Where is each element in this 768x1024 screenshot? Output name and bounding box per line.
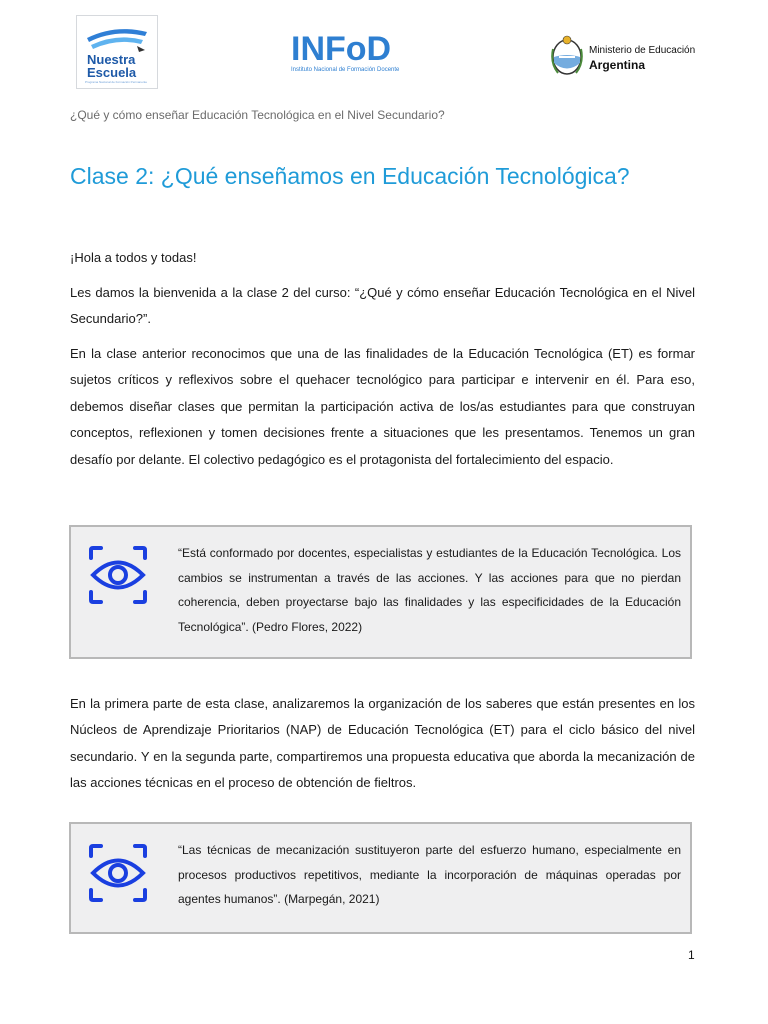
- page-number: 1: [688, 948, 695, 962]
- class-title: Clase 2: ¿Qué enseñamos en Educación Tecnológica?: [70, 163, 630, 189]
- greeting: ¡Hola a todos y todas!: [70, 250, 197, 265]
- infod-subtitle: Instituto Nacional de Formación Docente: [291, 67, 400, 73]
- second-paragraph: En la primera parte de esta clase, analizaremos la organización de los saberes que están presentes en los Núcleos de Aprendizaje Prioritarios (NAP) de Educación Tecnológica (ET) para el ciclo básico del nivel secundario. Y en la segunda parte, compartiremos una propuesta educativa que aborda la mecanización de las acciones técnicas en el proceso de obtención de fieltros.: [70, 696, 695, 791]
- nuestra-escuela-line2: Escuela: [87, 65, 137, 80]
- intro-paragraph: En la clase anterior reconocimos que una de las finalidades de la Educación Tecnológica (ET) es formar sujetos críticos y reflexivos sobre el quehacer tecnológico para participar e intervenir en él. Para eso, debemos diseñar clases que permitan la participación activa de los/as estudiantes para que construyan conceptos, reflexionen y tomen decisiones frente a situaciones que les presentamos. Tenemos un gran desafío por delante. El colectivo pedagógico es el protagonista del fortalecimiento del espacio.: [70, 346, 695, 467]
- welcome-paragraph: Les damos la bienvenida a la clase 2 del curso: “¿Qué y cómo enseñar Educación Tecnológica en el Nivel Secundario?”.: [70, 285, 695, 327]
- eye-icon: [87, 842, 149, 904]
- quote-text-2: “Las técnicas de mecanización sustituyeron parte del esfuerzo humano, especialmente en procesos productivos repetitivos, mediante la incorporación de máquinas operadas por agentes humanos”. (Marpegán, 2021): [178, 843, 681, 907]
- quote-box-2: [69, 822, 692, 934]
- nuestra-escuela-line1: Nuestra: [87, 52, 136, 67]
- ministerio-logo: [550, 33, 710, 79]
- nuestra-escuela-swoosh-icon: [85, 24, 149, 54]
- nuestra-escuela-tagline: Programa Nacional de Formación Permanente: [85, 80, 148, 84]
- course-title: ¿Qué y cómo enseñar Educación Tecnológica en el Nivel Secundario?: [70, 108, 445, 122]
- ministerio-line2: Argentina: [589, 58, 646, 72]
- eye-icon: [87, 544, 149, 606]
- infod-name: INFoD: [291, 30, 392, 68]
- infod-logo: [291, 30, 421, 80]
- nuestra-escuela-logo: [76, 15, 158, 89]
- ministerio-line1: Ministerio de Educación: [589, 45, 696, 56]
- quote-box-1: [69, 525, 692, 659]
- quote-text-1: “Está conformado por docentes, especialistas y estudiantes de la Educación Tecnológica. Los cambios se instrumentan a través de las acciones. Y las acciones para que no pierdan coherencia, deben proyectarse bajo las finalidades y las especificidades de la Educación Tecnológica”. (Pedro Flores, 2022): [178, 546, 681, 635]
- argentina-seal-icon: [550, 33, 584, 77]
- page-header: [0, 0, 768, 100]
